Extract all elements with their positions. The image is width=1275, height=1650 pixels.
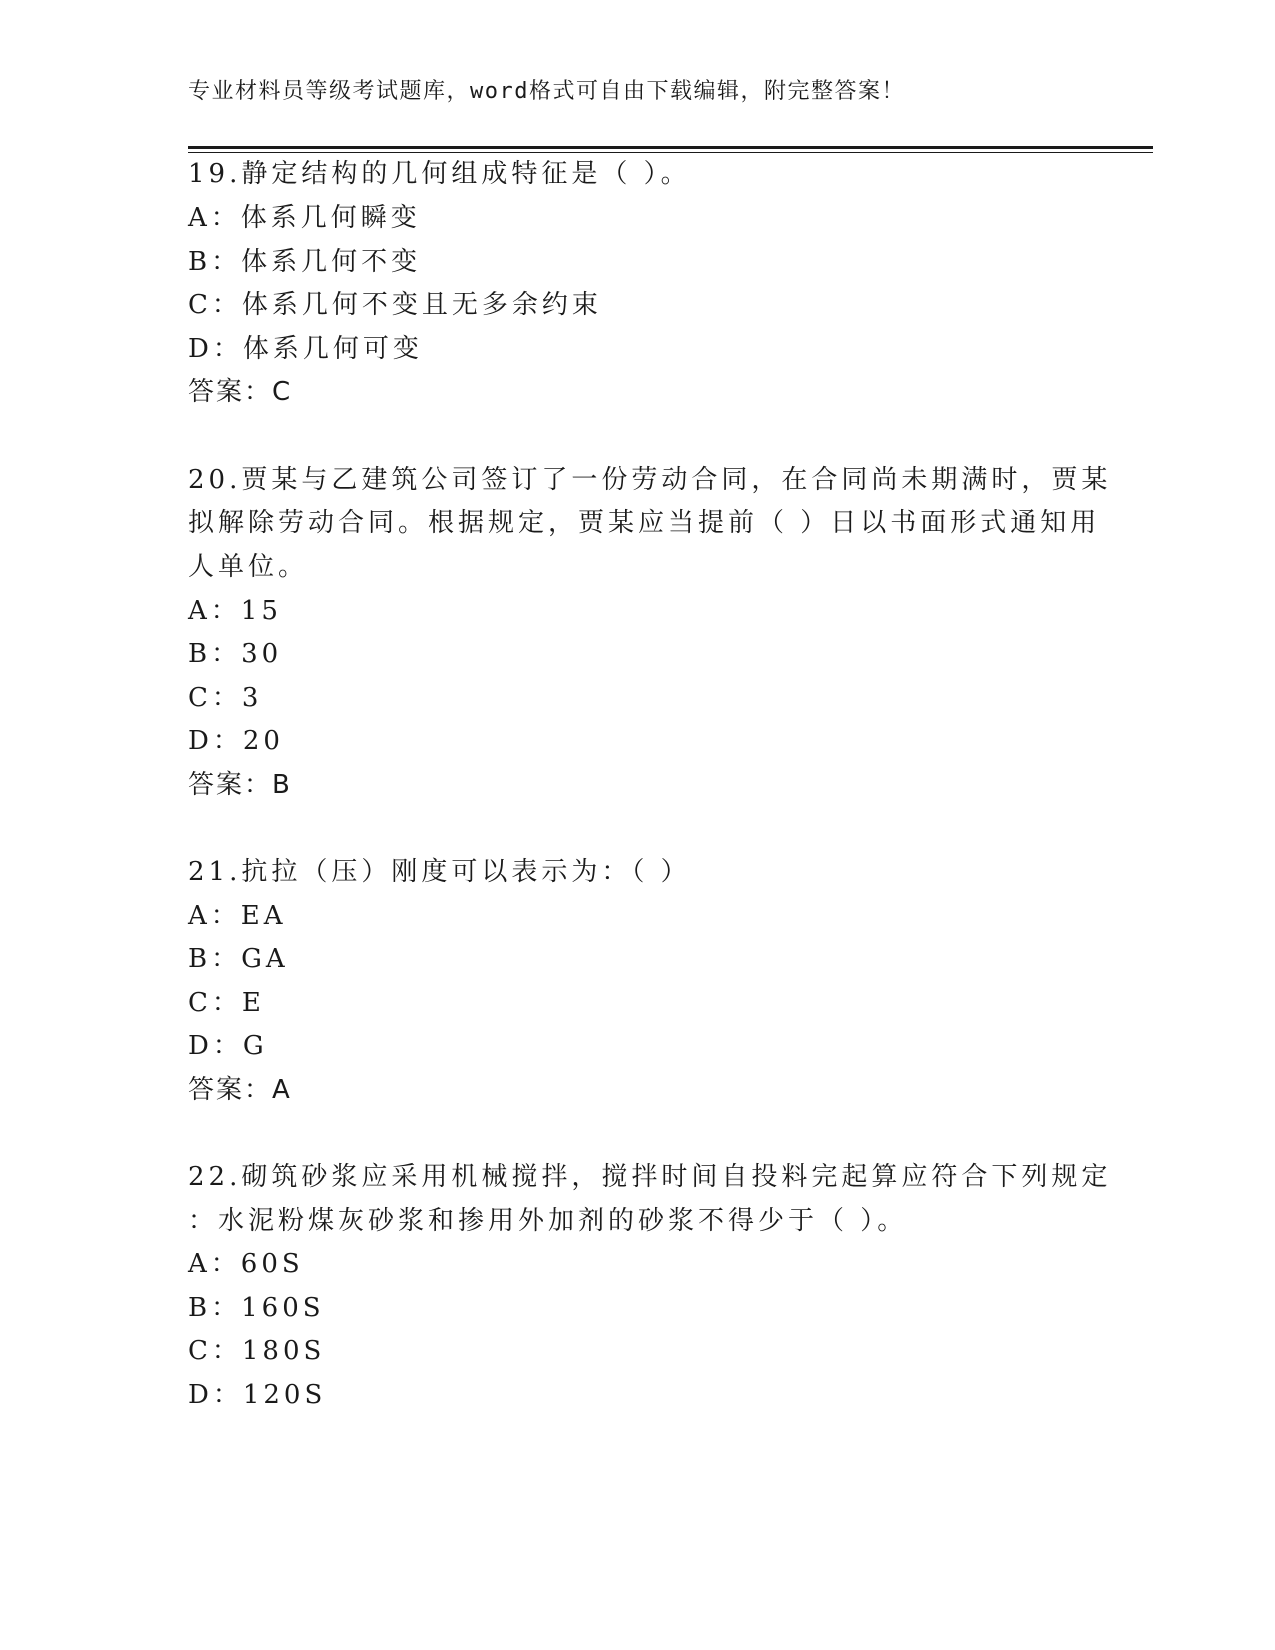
question-21-option-d: D：G <box>188 1031 268 1061</box>
question-22-option-b: B：160S <box>188 1293 325 1323</box>
question-19-stem: 19.静定结构的几何组成特征是（ ）。 <box>188 159 691 189</box>
question-20-stem-line-1: 20.贾某与乙建筑公司签订了一份劳动合同，在合同尚未期满时，贾某 <box>188 465 1112 495</box>
question-20-option-b: B：30 <box>188 639 283 669</box>
question-19-option-d: D：体系几何可变 <box>188 334 423 364</box>
page-header: 专业材料员等级考试题库，word格式可自由下载编辑，附完整答案！ <box>188 79 905 104</box>
question-21-option-a: A：EA <box>188 901 287 931</box>
question-20-stem-line-2: 拟解除劳动合同。根据规定，贾某应当提前（ ）日以书面形式通知用 <box>188 508 1101 538</box>
question-21-stem: 21.抗拉（压）刚度可以表示为：（ ） <box>188 857 691 887</box>
question-20-option-d: D：20 <box>188 726 284 756</box>
question-20-answer: 答案：B <box>188 770 292 800</box>
question-22-option-c: C：180S <box>188 1336 326 1366</box>
question-19-answer: 答案：C <box>188 377 293 407</box>
question-19-option-b: B：体系几何不变 <box>188 247 422 277</box>
question-21-answer: 答案：A <box>188 1075 292 1105</box>
question-20-option-c: C：3 <box>188 683 263 713</box>
question-19-option-c: C：体系几何不变且无多余约束 <box>188 290 602 320</box>
question-20-option-a: A：15 <box>188 596 282 626</box>
question-19-option-a: A：体系几何瞬变 <box>188 203 421 233</box>
question-22-option-a: A：60S <box>188 1249 304 1279</box>
question-22-stem-line-2: ：水泥粉煤灰砂浆和掺用外加剂的砂浆不得少于（ ）。 <box>188 1206 908 1236</box>
question-22-stem-line-1: 22.砌筑砂浆应采用机械搅拌，搅拌时间自投料完起算应符合下列规定 <box>188 1162 1112 1192</box>
header-divider-thick <box>188 146 1153 149</box>
question-21-option-b: B：GA <box>188 944 289 974</box>
question-22-option-d: D：120S <box>188 1380 327 1410</box>
question-21-option-c: C：E <box>188 988 265 1018</box>
question-20-stem-line-3: 人单位。 <box>188 552 309 582</box>
header-divider-thin <box>188 152 1153 153</box>
